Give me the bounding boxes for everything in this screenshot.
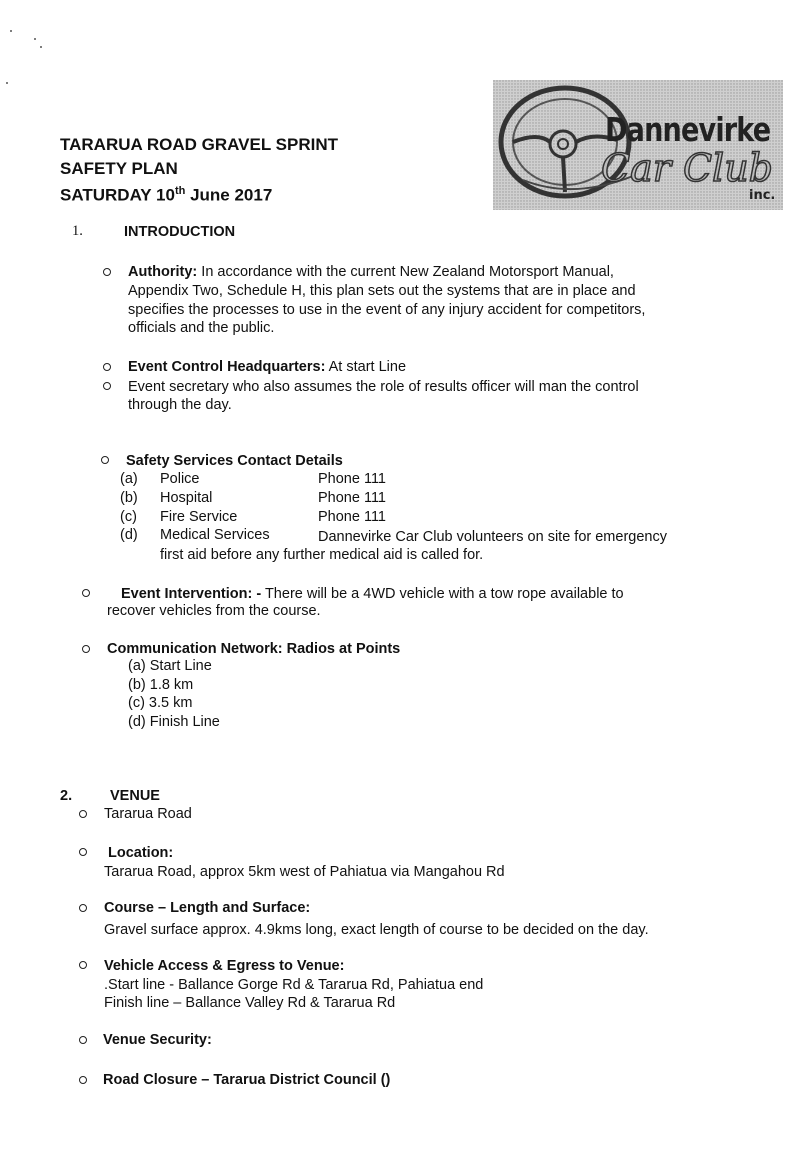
- section-1-title: INTRODUCTION: [124, 224, 236, 240]
- doc-date: [60, 181, 272, 206]
- contacts-label: Safety Services Contact Details: [126, 453, 343, 469]
- bullet-icon: [103, 363, 111, 371]
- bullet-icon: [103, 268, 111, 276]
- hq-line: [128, 358, 406, 376]
- closure-label: Road Closure – Tararua District Council (): [103, 1072, 391, 1088]
- club-logo: [493, 80, 783, 210]
- contact-name: Medical Services: [160, 527, 270, 543]
- contact-letter: (d): [120, 527, 138, 543]
- course-label: Course – Length and Surface:: [104, 900, 311, 916]
- logo-word-carclub: Car Club: [601, 146, 774, 190]
- comms-point: (d) Finish Line: [128, 714, 220, 730]
- hq-value: At start Line: [325, 359, 407, 375]
- access-line-1: .Start line - Ballance Gorge Rd & Tararua Rd, Pahiatua end: [104, 977, 484, 993]
- authority-line-4: officials and the public.: [128, 320, 275, 336]
- intervention-line-1: [121, 585, 624, 603]
- authority-line-3: specifies the processes to use in the event of any injury accident for competitors,: [128, 302, 646, 318]
- access-label: Vehicle Access & Egress to Venue:: [104, 958, 345, 974]
- comms-point: (c) 3.5 km: [128, 695, 193, 711]
- date-prefix: SATURDAY 10: [60, 185, 175, 205]
- contact-value: Phone 111: [318, 490, 386, 506]
- contact-name: Police: [160, 471, 200, 487]
- bullet-icon: [79, 848, 87, 856]
- comms-label: Communication Network: Radios at Points: [107, 641, 401, 657]
- contact-value: Phone 111: [318, 471, 386, 487]
- date-sup: th: [174, 185, 186, 197]
- secretary-line-2: through the day.: [128, 397, 232, 413]
- contact-letter: (a): [120, 471, 138, 487]
- logo-word-inc: inc.: [749, 188, 776, 203]
- intervention-text: There will be a 4WD vehicle with a tow rope available to: [261, 586, 624, 602]
- scan-speck: [34, 38, 36, 40]
- intervention-label: Event Intervention: -: [121, 586, 262, 602]
- hq-label: Event Control Headquarters:: [128, 359, 326, 375]
- secretary-line-1: Event secretary who also assumes the role of results officer will man the control: [128, 379, 639, 395]
- comms-point: (b) 1.8 km: [128, 677, 194, 693]
- authority-label: Authority:: [128, 264, 198, 280]
- logo-word-dannevirke: Dannevirke: [605, 110, 771, 149]
- section-2-title: VENUE: [110, 788, 160, 804]
- authority-line-2: Appendix Two, Schedule H, this plan sets out the systems that are in place and: [128, 283, 636, 299]
- scan-speck: [6, 82, 8, 84]
- security-label: Venue Security:: [103, 1032, 212, 1048]
- doc-subtitle: SAFETY PLAN: [60, 159, 178, 178]
- comms-point: (a) Start Line: [128, 658, 212, 674]
- bullet-icon: [82, 589, 90, 597]
- scan-speck: [40, 46, 42, 48]
- venue-road: Tararua Road: [104, 806, 192, 822]
- contact-name: Hospital: [160, 490, 213, 506]
- bullet-icon: [79, 961, 87, 969]
- course-value: Gravel surface approx. 4.9kms long, exact length of course to be decided on the day.: [104, 922, 649, 938]
- contact-name: Fire Service: [160, 509, 238, 525]
- doc-title: TARARUA ROAD GRAVEL SPRINT: [60, 135, 338, 154]
- intervention-line-2: recover vehicles from the course.: [107, 603, 321, 619]
- bullet-icon: [79, 904, 87, 912]
- section-2-number: 2.: [60, 788, 73, 804]
- access-line-2: Finish line – Ballance Valley Rd & Tararua Rd: [104, 995, 396, 1011]
- bullet-icon: [79, 1036, 87, 1044]
- contact-continuation: first aid before any further medical aid is called for.: [160, 547, 484, 563]
- bullet-icon: [79, 1076, 87, 1084]
- authority-text: In accordance with the current New Zealand Motorsport Manual,: [197, 264, 614, 280]
- section-1-number: 1.: [72, 223, 83, 239]
- scan-speck: [10, 30, 12, 32]
- authority-line-1: [128, 263, 614, 281]
- bullet-icon: [101, 456, 109, 464]
- bullet-icon: [103, 382, 111, 390]
- location-label: Location:: [108, 845, 174, 861]
- contact-value: Dannevirke Car Club volunteers on site for emergency: [318, 529, 667, 545]
- contact-letter: (b): [120, 490, 138, 506]
- location-value: Tararua Road, approx 5km west of Pahiatua via Mangahou Rd: [104, 864, 505, 880]
- bullet-icon: [82, 645, 90, 653]
- date-suffix: June 2017: [185, 185, 273, 205]
- contact-value: Phone 111: [318, 509, 386, 525]
- bullet-icon: [79, 810, 87, 818]
- contact-letter: (c): [120, 509, 137, 525]
